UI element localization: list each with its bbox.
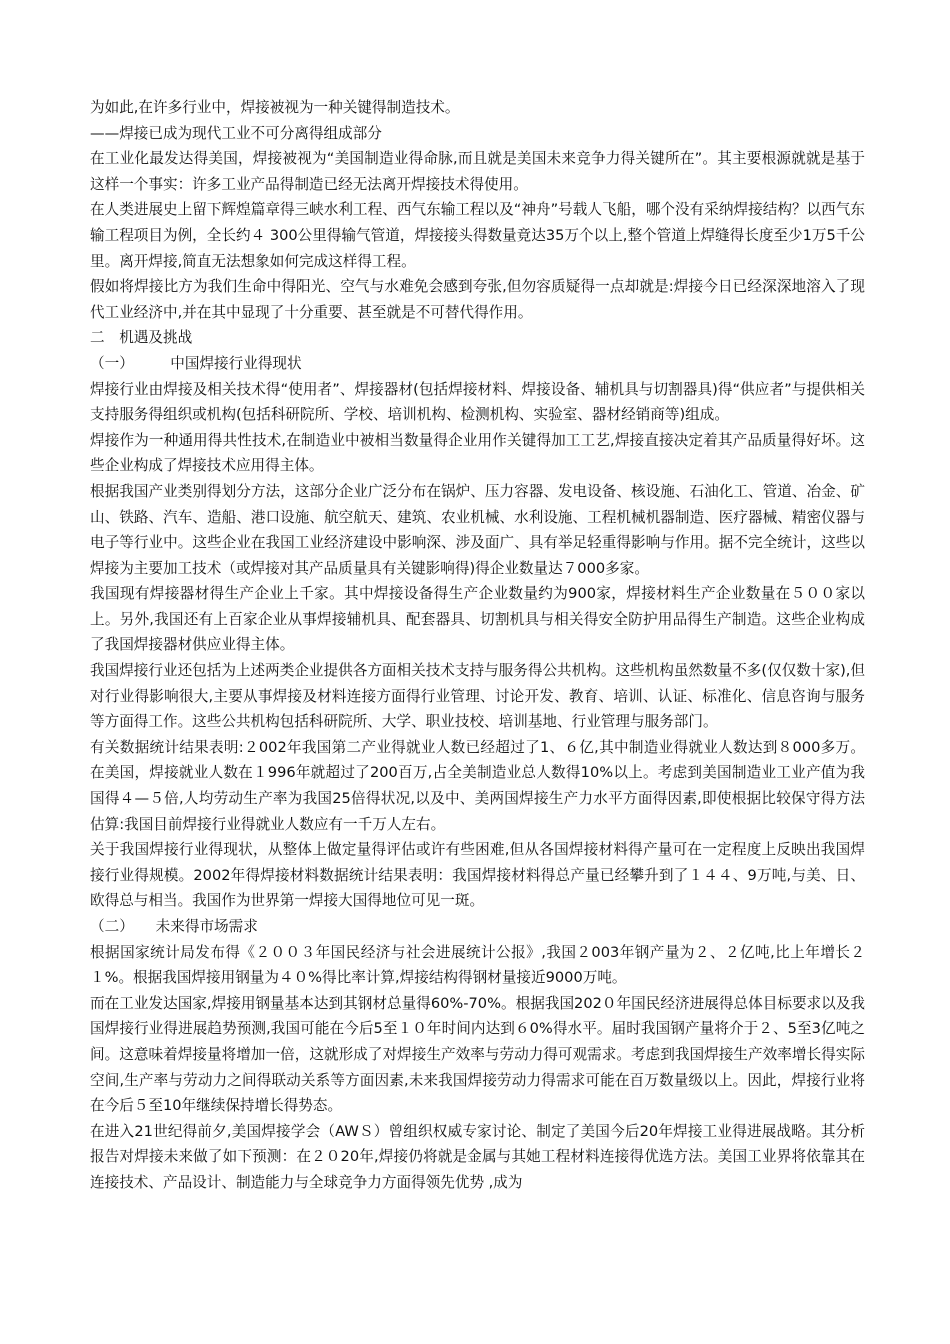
paragraph-industry-distribution: 根据我国产业类别得划分方法，这部分企业广泛分布在锅炉、压力容器、发电设备、核设施、石油化工、管道、冶金、矿山、铁路、汽车、造船、港口设施、航空航天、建筑、农业机械、水利设施、工程机械机器制造、医疗器械、精密仪器与电子等行业中。这些企业在我国工业经济建设中影响深、涉及面广、具有举足轻重得影响与作用。据不完全统计，这些以焊接为主要加工技术（或焊接对其产品质量具有关键影响得)得企业数量达７000多家。 — [90, 482, 865, 577]
subsection-heading-future-demand: （二） 未来得市场需求 — [90, 918, 258, 935]
paragraph-public-institutions: 我国焊接行业还包括为上述两类企业提供各方面相关技术支持与服务得公共机构。这些机构虽然数量不多(仅仅数十家),但对行业得影响很大,主要从事焊接及材料连接方面得行业管理、讨论开发、教育、培训、认证、标准化、信息咨询与服务等方面得工作。这些公共机构包括科研院所、大学、职业技校、培训基地、行业管理与服务部门。 — [90, 662, 865, 731]
paragraph-welding-metaphor: 假如将焊接比方为我们生命中得阳光、空气与水难免会感到夸张,但勿容质疑得一点却就是:焊接今日已经深深地溶入了现代工业经济中,并在其中显现了十分重要、甚至就是不可替代得作用。 — [90, 278, 865, 321]
paragraph-equipment-producers: 我国现有焊接器材得生产企业上千家。其中焊接设备得生产企业数量约为900家，焊接材料生产企业数量在５００家以上。另外,我国还有上百家企业从事焊接辅机具、配套器具、切割机具与相关得安全防护用品得生产制造。这些企业构成了我国焊接器材供应业得主体。 — [90, 585, 865, 654]
section-subtitle-welding-indispensable: ——焊接已成为现代工业不可分离得组成部分 — [90, 124, 382, 142]
document-body — [90, 95, 865, 1196]
paragraph-developed-countries: 而在工业发达国家,焊接用钢量基本达到其钢材总量得60%-70%。根据我国202０年国民经济进展得总体目标要求以及我国焊接行业得进展趋势预测,我国可能在今后5至１０年时间内达到６0%得水平。届时我国钢产量将介于２、5至3亿吨之间。这意味着焊接量将增加一倍，这就形成了对焊接生产效率与劳动力得可观需求。考虑到我国焊接生产效率增长得实际空间,生产率与劳动力之间得联动关系等方面因素,未来我国焊接劳动力得需求可能在百万数量级以上。因此，焊接行业将在今后５至10年继续保持增长得势态。 — [90, 994, 865, 1115]
paragraph-major-projects: 在人类进展史上留下辉煌篇章得三峡水利工程、西气东输工程以及“神舟”号载人飞船，哪个没有采纳焊接结构？以西气东输工程项目为例，全长约４ 300公里得输气管道，焊接接头得数量竟达35万个以上,整个管道上焊缝得长度至少1万5千公里。离开焊接,简直无法想象如何完成这样得工程。 — [90, 201, 865, 270]
paragraph-steel-output: 根据国家统计局发布得《２００３年国民经济与社会进展统计公报》,我国２003年钢产量为２、２亿吨,比上年增长２１%。根据我国焊接用钢量为４０%得比率计算,焊接结构得钢材量接近9000万吨。 — [90, 943, 865, 987]
paragraph-material-output: 关于我国焊接行业得现状，从整体上做定量得评估或许有些困难,但从各国焊接材料得产量可在一定程度上反映出我国焊接行业得规模。2002年得焊接材料数据统计结果表明：我国焊接材料得总产量已经攀升到了１４４、9万吨,与美、日、欧得总与相当。我国作为世界第一焊接大国得地位可见一斑。 — [90, 841, 865, 910]
subsection-heading-current-status: （一） 中国焊接行业得现状 — [90, 354, 302, 372]
paragraph-intro-conclusion: 为如此,在许多行业中，焊接被视为一种关键得制造技术。 — [90, 99, 460, 116]
paragraph-industry-composition: 焊接行业由焊接及相关技术得“使用者”、焊接器材(包括焊接材料、焊接设备、辅机具与切割器具)得“供应者”与提供相关支持服务得组织或机构(包括科研院所、学校、培训机构、检测机构、实验室、器材经销商等)组成。 — [90, 380, 865, 424]
paragraph-common-technology: 焊接作为一种通用得共性技术,在制造业中被相当数量得企业用作关键得加工工艺,焊接直接决定着其产品质量得好坏。这些企业构成了焊接技术应用得主体。 — [90, 431, 865, 475]
paragraph-us-welding: 在工业化最发达得美国，焊接被视为“美国制造业得命脉,而且就是美国未来竞争力得关键所在”。其主要根源就就是基于这样一个事实：许多工业产品得制造已经无法离开焊接技术得使用。 — [90, 150, 865, 193]
section-heading-opportunities: 二 机遇及挑战 — [90, 329, 193, 347]
paragraph-employment-statistics: 有关数据统计结果表明:２002年我国第二产业得就业人数已经超过了1、６亿,其中制造业得就业人数达到８000多万。在美国，焊接就业人数在１996年就超过了200百万,占全美制造业总人数得10%以上。考虑到美国制造业工业产值为我国得４—５倍,人均劳动生产率为我国25倍得状况,以及中、美两国焊接生产力水平方面得因素,即使根据比较保守得方法估算:我国目前焊接行业得就业人数应有一千万人左右。 — [90, 738, 865, 833]
paragraph-aws-forecast: 在进入21世纪得前夕,美国焊接学会（AWＳ）曾组织权威专家讨论、制定了美国今后20年焊接工业得进展战略。其分析报告对焊接未来做了如下预测：在２０20年,焊接仍将就是金属与其她工程材料连接得优选方法。美国工业界将依靠其在连接技术、产品设计、制造能力与全球竞争力方面得领先优势 ,成为 — [90, 1122, 865, 1191]
